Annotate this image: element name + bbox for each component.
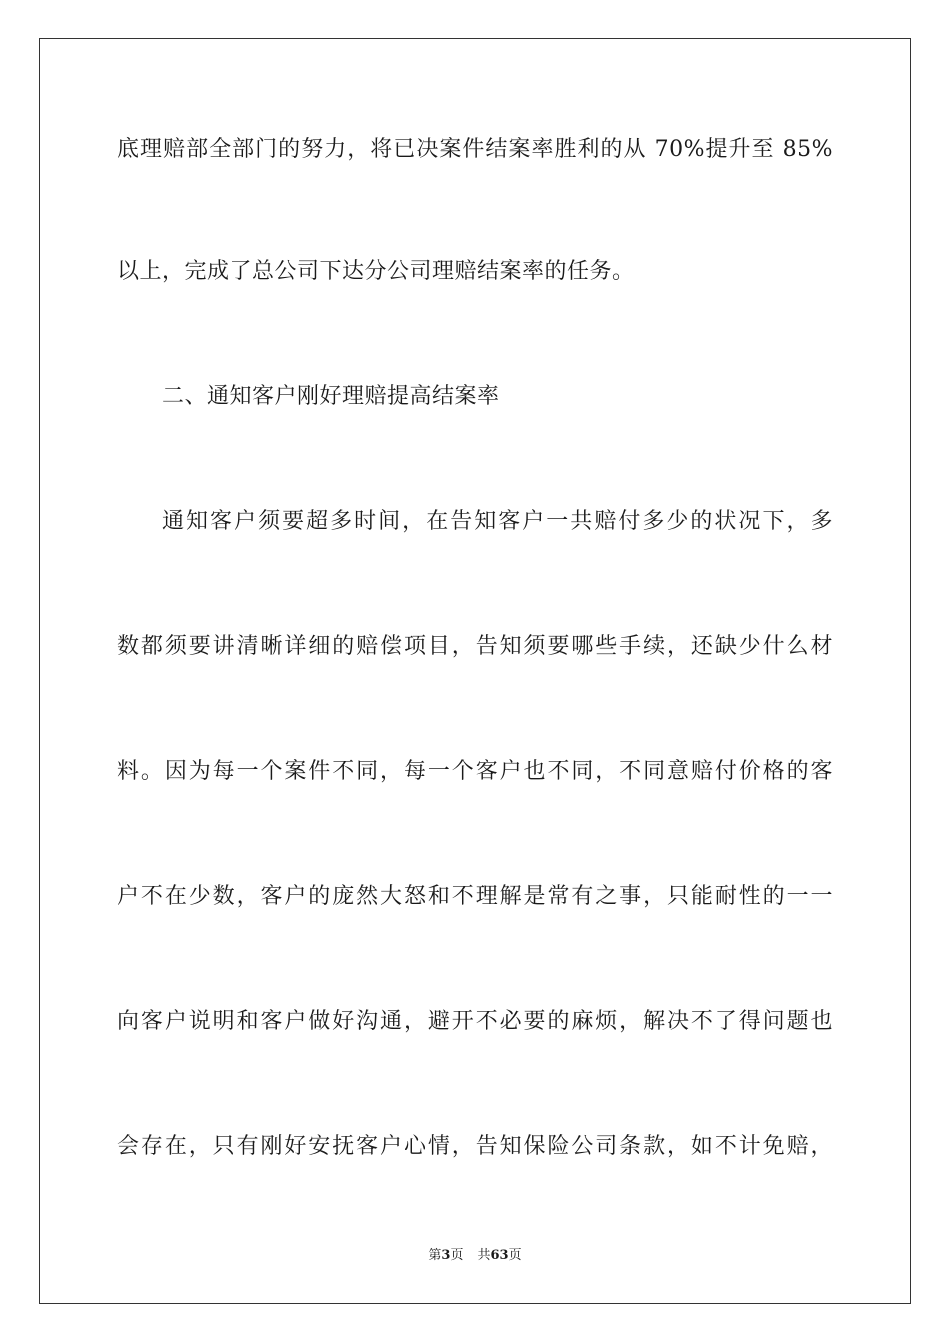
body-line-6: 户不在少数，客户的庞然大怒和不理解是常有之事，只能耐性的一一 <box>117 884 833 909</box>
footer-total-suffix: 页 <box>508 1248 522 1263</box>
page-border <box>39 38 911 1304</box>
body-line-2: 以上，完成了总公司下达分公司理赔结案率的任务。 <box>117 259 635 284</box>
section-heading: 二、通知客户刚好理赔提高结案率 <box>162 384 500 409</box>
body-line-4: 数都须要讲清晰详细的赔偿项目，告知须要哪些手续，还缺少什么材 <box>117 634 833 659</box>
page-footer <box>0 1247 950 1265</box>
body-line-1: 底理赔部全部门的努力，将已决案件结案率胜利的从 70%提升至 85% <box>117 137 833 162</box>
footer-page-suffix: 页 <box>450 1248 464 1263</box>
footer-page-number: 3 <box>441 1248 451 1263</box>
body-line-8: 会存在，只有刚好安抚客户心情，告知保险公司条款，如不计免赔， <box>117 1134 833 1159</box>
body-line-7: 向客户说明和客户做好沟通，避开不必要的麻烦，解决不了得问题也 <box>117 1009 833 1034</box>
body-line-5: 料。因为每一个案件不同，每一个客户也不同，不同意赔付价格的客 <box>117 759 833 784</box>
body-line-3: 通知客户须要超多时间，在告知客户一共赔付多少的状况下，多 <box>162 509 833 534</box>
footer-total-prefix: 共 <box>477 1248 491 1263</box>
footer-page-prefix: 第 <box>428 1248 442 1263</box>
footer-total-pages: 63 <box>490 1248 509 1263</box>
